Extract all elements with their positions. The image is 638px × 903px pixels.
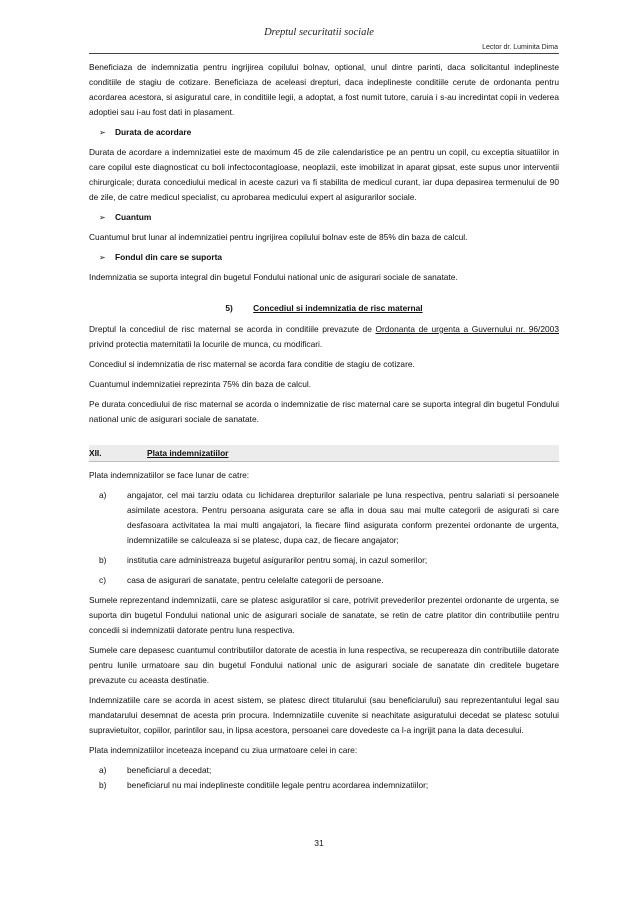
section-5-title: Concediul si indemnizatia de risc maternal: [253, 303, 423, 313]
list-item: [89, 763, 559, 778]
section-5-heading: [89, 301, 559, 316]
running-header-title: Dreptul securitatii sociale: [264, 27, 374, 38]
list-item-text: angajator, cel mai tarziu odata cu lichidarea drepturilor salariale pe luna respectiva, pentru salariati si persoanele asimilate acestora. Pentru persoana asigurata care se afla in doua sau mai multe categorii de asigurati si care desfasoara activitatea la mai multi angajatori, la fiecare fiind asigurata conform prezentei ordonante de urgenta, indemnizatiile se calculeaza si se platesc, dupa caz, de fiecare angajator;: [127, 490, 559, 545]
indemnizatiile-paragraph: Indemnizatiile care se acorda in acest sistem, se platesc direct titularului (sau beneficiarului) sau reprezentantului legal sau mandatarului desemnat de acesta prin procura. Indemnizatiile cuvenite si neachitate asiguratului decedat se platesc sotului supravietuitor, copiilor, parintilor sau, in lipsa acestora, persoanei care dovedeste ca l-a ingrijit pana la data decesului.: [89, 695, 559, 735]
section-5-paragraph-4: Pe durata concediului de risc maternal se acorda o indemnizatie de risc maternal care se suporta integral din bugetul Fondului national unic de asigurari sociale de sanatate.: [89, 399, 559, 424]
list-item-text: beneficiarul a decedat;: [127, 765, 212, 775]
ordonanta-link[interactable]: Ordonanta de urgenta a Guvernului nr. 96/2003: [375, 324, 559, 334]
list-item-text: institutia care administreaza bugetul asigurarilor pentru somaj, in cazul somerilor;: [127, 555, 428, 565]
page-number: 31: [314, 838, 324, 848]
fond-paragraph: Indemnizatia se suporta integral din bugetul Fondului national unic de asigurari sociale de sanatate.: [89, 272, 458, 282]
list-item: [89, 488, 559, 548]
list-item-label: b): [99, 780, 107, 790]
termination-list: [89, 763, 559, 793]
bullet-durata-title: Durata de acordare: [115, 127, 192, 137]
section-5-paragraph-1: [89, 322, 559, 352]
bullet-cuantum-title: Cuantum: [115, 212, 152, 222]
list-item-label: a): [99, 765, 107, 775]
section-12-heading: [89, 445, 559, 462]
bullet-fond: [99, 250, 559, 265]
header-divider: [89, 53, 559, 54]
list-item-label: a): [99, 490, 107, 500]
page-content: [89, 60, 559, 798]
section-12-number: XII.: [89, 448, 102, 458]
list-item: [89, 573, 559, 588]
payer-list: [89, 488, 559, 588]
section-12-title: Plata indemnizatiilor: [147, 448, 229, 458]
inceteaza-paragraph: Plata indemnizatiilor inceteaza incepand cu ziua urmatoare celei in care:: [89, 745, 358, 755]
list-item-label: b): [99, 555, 107, 565]
arrow-bullet-icon: ➢: [99, 253, 106, 262]
p1-before: Dreptul la concediul de risc maternal se acorda in conditiile prevazute de: [89, 324, 376, 334]
section-12-intro: Plata indemnizatiilor se face lunar de catre:: [89, 470, 250, 480]
bullet-cuantum: [99, 210, 559, 225]
list-item-label: c): [99, 575, 106, 585]
durata-paragraph: Durata de acordare a indemnizatiei este de maximum 45 de zile calendaristice pe an pentru un copil, cu exceptia situatiilor in care copilul este diagnosticat cu boli infectocontagioase, neoplazii, este imobilizat in aparat gipsat, este supus unor interventii chirurgicale; durata concediului medical in aceste cazuri va fi stabilita de medicul curant, iar dupa depasirea termenului de 90 de zile, de catre medicul specialist, cu aprobarea medicului expert al asigurarilor sociale.: [89, 147, 559, 202]
cuantum-paragraph: Cuantumul brut lunar al indemnizatiei pentru ingrijirea copilului bolnav este de 85% din baza de calcul.: [89, 232, 468, 242]
intro-paragraph: Beneficiaza de indemnizatia pentru ingrijirea copilului bolnav, optional, unul dintre parinti, daca solicitantul indeplineste conditiile de stagiu de cotizare. Beneficiaza de aceleasi drepturi, daca indeplineste conditiile cerute de ordonanta pentru acordarea acestora, si asiguratul care, in conditiile legii, a adoptat, a fost numit tutore, caruia i s-au incredintat copii in vederea adoptiei sau i-au fost dati in plasament.: [89, 62, 559, 117]
running-header-author: Lector dr. Luminita Dima: [482, 44, 558, 51]
sume-reprezentand-paragraph: Sumele reprezentand indemnizatii, care se platesc asiguratilor si care, potrivit prevederilor prezentei ordonante de urgenta, se suporta din bugetul Fondului national unic de asigurari sociale de sanatate, se retin de catre platitor din contributiile pentru concedii si indemnizatii datorate pentru luna respectiva.: [89, 595, 559, 635]
list-item-text: casa de asigurari de sanatate, pentru celelalte categorii de persoane.: [127, 575, 384, 585]
section-5-number: 5): [225, 303, 233, 313]
list-item: [89, 778, 559, 793]
bullet-durata: [99, 125, 559, 140]
sume-depasesc-paragraph: Sumele care depasesc cuantumul contributiilor datorate de acestia in luna respectiva, se recupereaza din contributiile datorate pentru lunile urmatoare sau din bugetul Fondului national unic de asigurari sociale de sanatate din creditele bugetare prevazute cu aceasta destinatie.: [89, 645, 559, 685]
bullet-fond-title: Fondul din care se suporta: [115, 252, 223, 262]
p1-after: privind protectia maternitatii la locurile de munca, cu modificari.: [89, 339, 323, 349]
section-5-paragraph-3: Cuantumul indemnizatiei reprezinta 75% din baza de calcul.: [89, 379, 312, 389]
list-item-text: beneficiarul nu mai indeplineste conditiile legale pentru acordarea indemnizatiilor;: [127, 780, 429, 790]
arrow-bullet-icon: ➢: [99, 213, 106, 222]
list-item: [89, 553, 559, 568]
arrow-bullet-icon: ➢: [99, 128, 106, 137]
section-5-paragraph-2: Concediul si indemnizatia de risc maternal se acorda fara conditie de stagiu de cotizare.: [89, 359, 415, 369]
